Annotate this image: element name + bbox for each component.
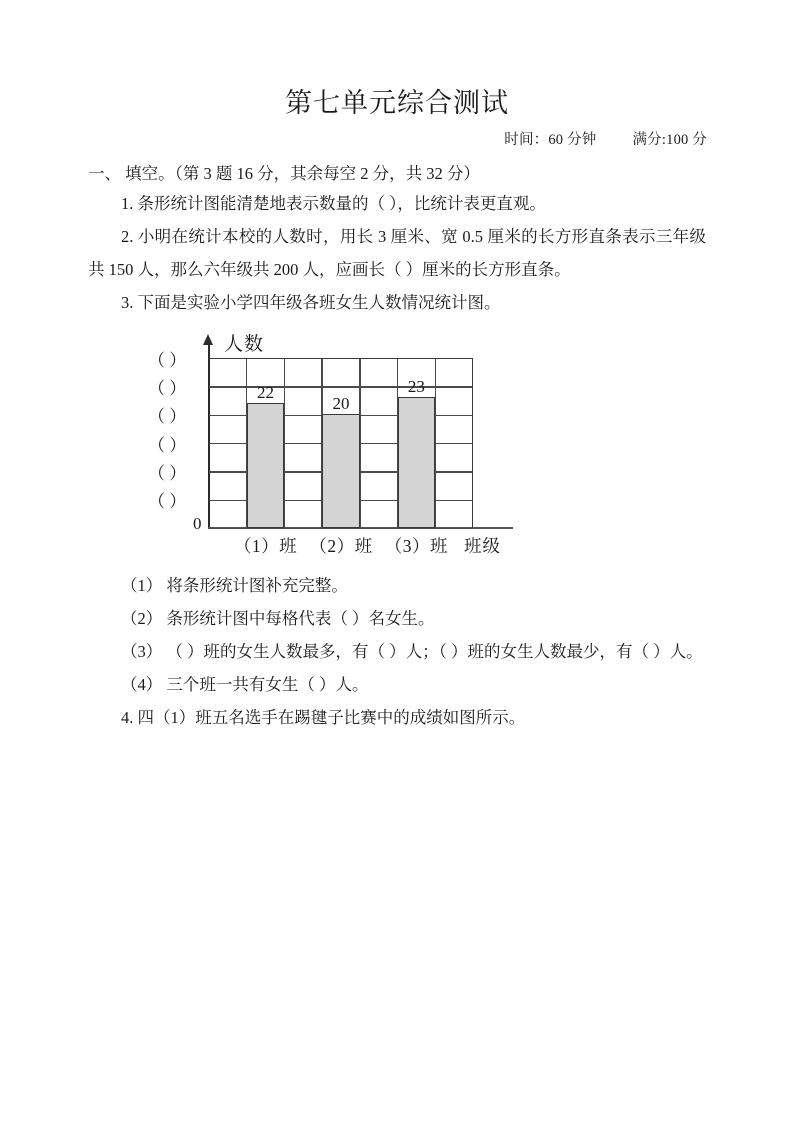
y-axis-blank-bracket: （ ） — [148, 350, 187, 370]
subquestion-2: （2） 条形统计图中每格代表（ ）名女生。 — [121, 608, 435, 628]
chart-x-axis-label: 班级 — [464, 535, 501, 556]
question-1: 1. 条形统计图能清楚地表示数量的（ ），比统计表更直观。 — [121, 193, 546, 213]
chart-y-axis-label: 人数 — [224, 333, 265, 355]
chart-origin-label: 0 — [193, 513, 202, 533]
section-heading-fill-in-blanks: 一、 填空。（第 3 题 16 分，其余每空 2 分，共 32 分） — [88, 164, 480, 184]
chart-bar-value-label: 22 — [257, 383, 275, 403]
y-axis-blank-bracket: （ ） — [148, 435, 187, 455]
total-score-label: 满分:100 分 — [632, 132, 707, 149]
chart-x-tick-label: （1）班 — [233, 535, 298, 556]
y-axis-blank-bracket: （ ） — [148, 379, 187, 399]
chart-x-tick-label: （2）班 — [309, 535, 373, 556]
question-4: 4. 四（1）班五名选手在踢毽子比赛中的成绩如图所示。 — [121, 707, 526, 727]
page-title: 第七单元综合测试 — [285, 88, 509, 118]
exam-meta — [0, 128, 794, 149]
subquestion-3: （3） （ ）班的女生人数最多，有（ ）人；（ ）班的女生人数最少，有（ ）人。 — [121, 641, 703, 661]
grid-hline — [209, 528, 472, 529]
subquestion-4: （4） 三个班一共有女生（ ）人。 — [121, 674, 369, 694]
chart-bar — [398, 397, 436, 527]
chart-bar — [247, 403, 285, 528]
y-axis-blank-bracket: （ ） — [148, 464, 187, 484]
question-2: 2. 小明在统计本校的人数时，用长 3 厘米、宽 0.5 厘米的长方形直条表示三年级共 150 人，那么六年级共 200 人，应画长（ ）厘米的长方形直条。 — [88, 226, 706, 279]
time-limit-label: 时间：60 分钟 — [504, 132, 597, 149]
chart-x-tick-label: （3）班 — [384, 535, 449, 556]
chart-bar-value-label: 23 — [407, 377, 425, 397]
bar-chart — [148, 324, 578, 569]
subquestion-1: （1） 将条形统计图补充完整。 — [121, 575, 348, 595]
question-3: 3. 下面是实验小学四年级各班女生人数情况统计图。 — [121, 292, 501, 312]
chart-bar-value-label: 20 — [332, 394, 350, 414]
y-axis-blank-bracket: （ ） — [148, 492, 187, 512]
bar-chart-figure — [0, 324, 794, 569]
y-axis-blank-bracket: （ ） — [148, 407, 187, 427]
chart-bar — [322, 414, 360, 527]
